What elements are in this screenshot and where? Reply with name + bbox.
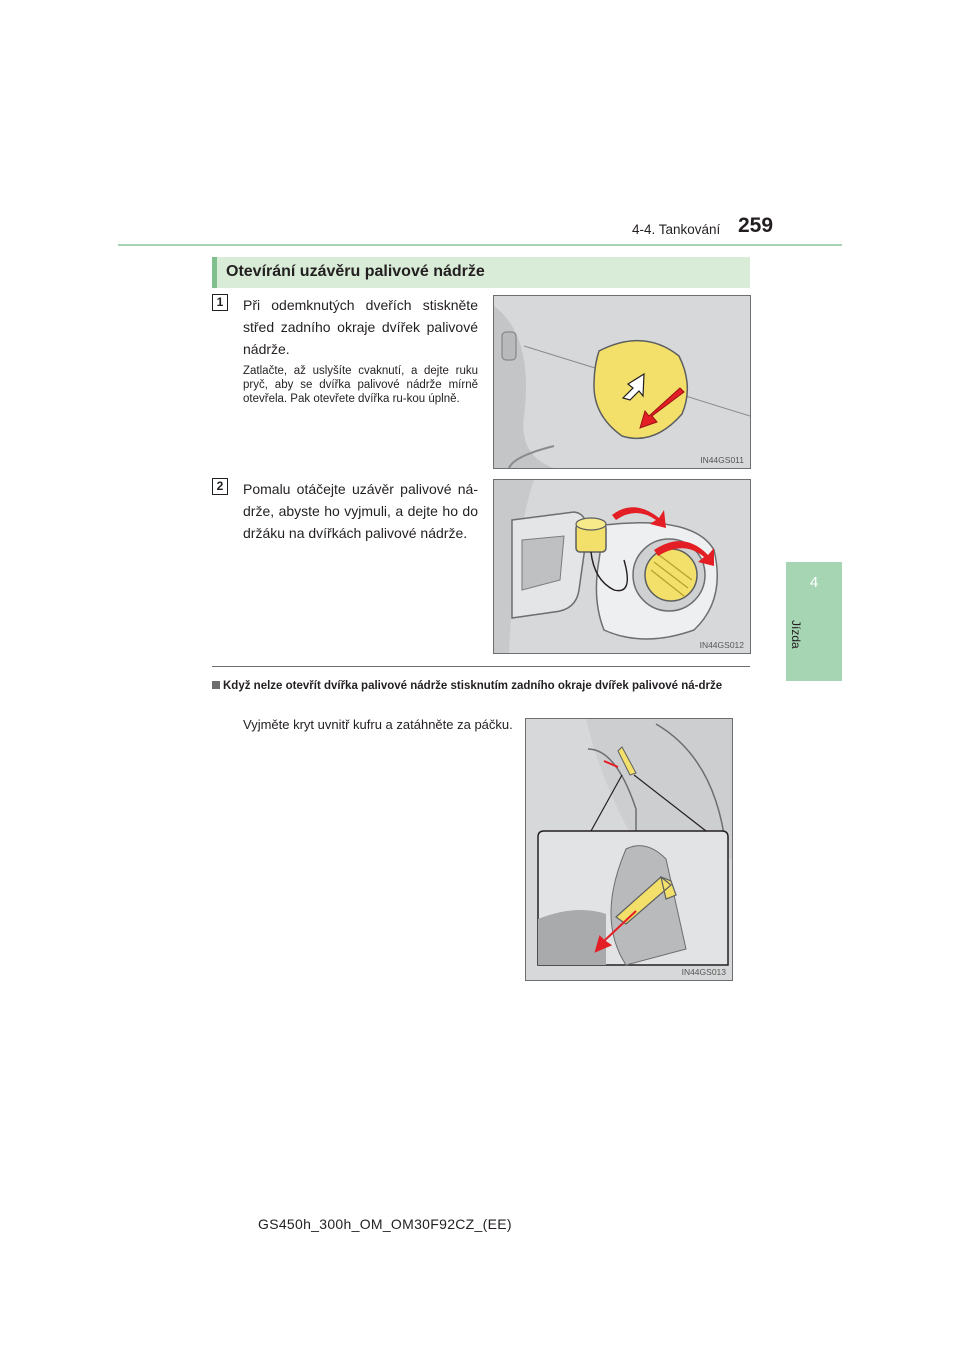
step-1-text: Při odemknutých dveřích stiskněte střed zadního okraje dvířek palivové nádrže. [243,297,478,357]
bullet-square-icon [212,681,220,689]
fuel-cap-illustration [494,480,750,653]
section-label: 4-4. Tankování [632,222,721,237]
fuel-door-illustration [494,296,750,468]
figure-1-code: IN44GS011 [700,455,744,465]
step-2-badge: 2 [212,478,228,495]
figure-2-code: IN44GS012 [699,640,744,650]
trunk-lever-illustration [526,719,732,980]
step-2-text: Pomalu otáčejte uzávěr palivové ná-drže, abyste ho vyjmuli, a dejte ho do držáku na dvířkách palivové nádrže. [243,481,478,541]
step-1-badge: 1 [212,294,228,311]
figure-3-code: IN44GS013 [681,967,726,977]
chapter-number: 4 [809,574,819,591]
chapter-title: Jízda [789,620,803,649]
figure-trunk-lever [525,718,733,981]
step-1-note: Zatlačte, až uslyšíte cvaknutí, a dejte ruku pryč, aby se dvířka palivové nádrže mírně otevřela. Pak otevřete dvířka ru-kou úplně. [243,365,478,405]
document-code: GS450h_300h_OM_OM30F92CZ_(EE) [258,1216,512,1232]
subsection-heading-text: Když nelze otevřít dvířka palivové nádrže stisknutím zadního okraje dvířek palivové ná-drže [223,680,723,692]
figure-fuel-door-press [493,295,751,469]
section-separator [212,666,750,667]
figure-fuel-cap-remove [493,479,751,654]
subsection-heading [212,679,752,693]
header-rule [118,244,842,246]
section-heading: Otevírání uzávěru palivové nádrže [226,263,485,280]
subsection-text: Vyjměte kryt uvnitř kufru a zatáhněte za páčku. [243,717,513,732]
page-number: 259 [738,214,774,237]
